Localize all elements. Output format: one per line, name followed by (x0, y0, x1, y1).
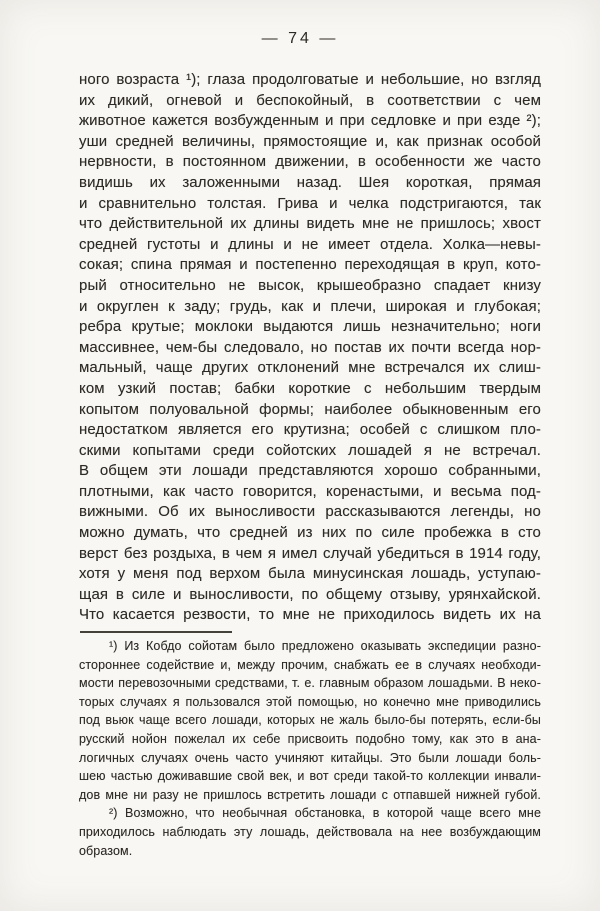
page-number: — 74 — (261, 30, 339, 47)
text-line: животное кажется возбужденным и при седловке и при езде ²); (79, 112, 541, 130)
text-line: В общем эти лошади представляются хорошо собранными, (79, 462, 541, 480)
text-line: средней густоты и длины и не имеет отдела. Холка—невы- (79, 235, 541, 253)
text-line: хотя у меня под верхом была минусинская лошадь, уступаю- (79, 565, 541, 583)
text-line: под вьюк чаще всего лошади, которых не жаль было-бы потерять, если-бы (79, 713, 541, 728)
text-line: нервности, в постоянном движении, в особенности же часто (79, 153, 541, 171)
text-line: мости перевозочными средствами, т. е. главным образом лошадьми. В неко- (79, 676, 541, 691)
text-line: торых случаях я пользовался этой помощью, но конечно мне приводились (79, 694, 541, 709)
text-line: ребра крутые; моклоки выдаются лишь незначительно; ноги (79, 318, 541, 336)
text-line: ¹) Из Кобдо сойотам было предложено оказывать экспедиции разно- (109, 639, 541, 653)
text-line: уши средней величины, прямостоящие и, как признак особой (79, 132, 541, 150)
text-line: щая в силе и выносливости, по общему отзыву, урянхайской. (79, 585, 541, 603)
text-line: видишь их заложенными назад. Шея короткая, прямая (79, 173, 541, 191)
text-line: рый относительно не высок, крышеобразно спадает книзу (79, 276, 541, 294)
text-line: стороннее содействие и, между прочим, снабжать ее в случаях необходи- (79, 657, 541, 672)
text-line: вижными. Об их выносливости рассказываются легенды, но (79, 503, 541, 521)
text-line: русский нойон пожелал их себе присвоить подобно тому, как это в ана- (79, 731, 541, 746)
text-line: плотными, как часто говорится, коренастыми, и весьма под- (79, 482, 541, 500)
text-line: верст без роздыха, в чем я имел случай убедиться в 1914 году, (79, 544, 541, 562)
text-line: сокая; спина прямая и постепенно переходящая в круп, кото- (79, 256, 541, 274)
text-line: приходилось наблюдать эту лошадь, действовала на нее возбуждающим (79, 824, 541, 839)
text-line: копытом полуовальной формы; наиболее обыкновенным его (79, 400, 541, 418)
text-line: мальный, чаще других отклонений мне встречался их слиш- (79, 359, 541, 377)
text-line: что действительной их длины видеть мне не пришлось; хвост (79, 215, 541, 233)
footnote-2 (79, 804, 541, 860)
text-line: Что касается резвости, то мне не приходилось видеть их на (79, 606, 541, 624)
text-line: шею частью доживавшие свой век, и вот среди такой-то коллекции инвали- (79, 769, 541, 784)
text-line: можно думать, что средней из них по силе пробежка в сто (79, 524, 541, 542)
text-line: и сравнительно толстая. Грива и челка подстригаются, так (79, 194, 541, 212)
text-line: образом. (79, 843, 133, 858)
text-line: скими копытами среди сойотских лошадей я не встречал. (79, 441, 541, 459)
body-text (79, 70, 541, 626)
footnotes-block (79, 637, 541, 860)
text-line: ²) Возможно, что необычная обстановка, в которой чаще всего мне (109, 806, 541, 821)
text-line: массивнее, чем-бы следовало, но постав их почти всегда нор- (79, 338, 541, 356)
footnote-separator (80, 631, 232, 633)
text-line: логичных случаях очень часто учиняют китайцы. Это были лошади боль- (79, 750, 541, 765)
text-line: дов мне ни разу не пришлось встретить лошади с отпавшей нижней губой. (79, 787, 541, 802)
text-line: ного возраста ¹); глаза продолговатые и небольшие, но взгляд (79, 71, 541, 88)
footnote-1 (79, 637, 541, 804)
text-line: их дикий, огневой и беспокойный, в соответствии с чем (79, 91, 541, 109)
text-line: и округлен к заду; грудь, как и плечи, широкая и глубокая; (79, 297, 541, 315)
text-line: недостатком является его крутизна; особей с слишком пло- (79, 421, 541, 439)
text-line: ком узкий постав; бабки короткие с небольшим твердым (79, 379, 541, 397)
